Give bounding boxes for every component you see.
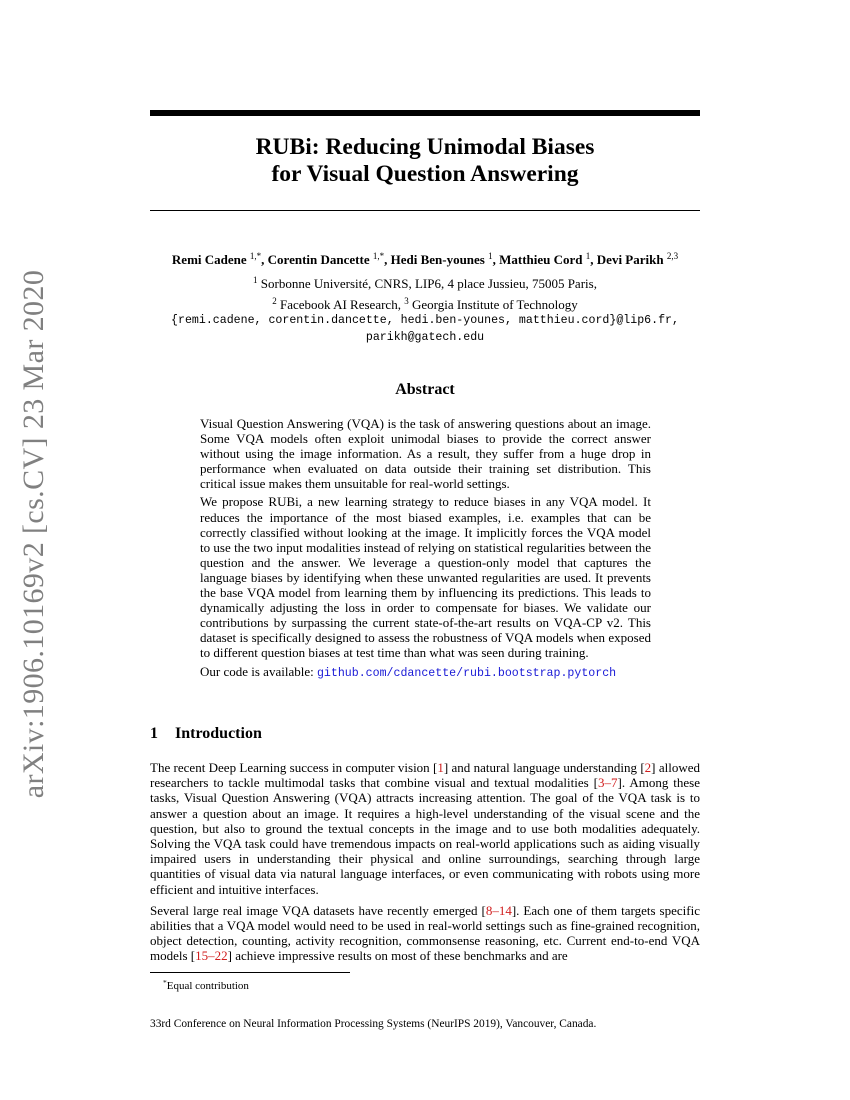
author-affiliation-mark: 2,3 — [666, 251, 679, 261]
paper-title — [150, 134, 700, 188]
citation-link[interactable]: 1 — [437, 760, 444, 775]
footnote-mark: * — [163, 978, 167, 987]
author-email-parikh: parikh@gatech.edu — [365, 330, 485, 344]
abstract-body — [200, 416, 651, 684]
abstract-paragraph-2: We propose RUBi, a new learning strategy to reduce biases in any VQA model. It reduces the importance of the most biased examples, i.e. examples that can be correctly classified without looking at the image. It implicitly forces the VQA model to use the two input modalities instead of relying on statistical regularities between the question and the answer. We leverage a question-only model that captures the language biases by identifying when these unwanted regularities are used. It prevents the base VQA model from learning them by influencing its predictions. This leads to dynamically adjusting the loss in order to compensate for biases. We validate our contributions by surpassing the current state-of-the-art results on VQA-CP v2. This dataset is specifically designed to assess the robustness of VQA models when exposed to different question biases at test time than what was seen during training. — [200, 494, 651, 661]
intro-paragraph-1: The recent Deep Learning success in computer vision [1] and natural language understanding [2] allowed researchers to tackle multimodal tasks that combine visual and textual modalities [3–7]. Among these tasks, Visual Question Answering (VQA) attracts increasing attention. The goal of the VQA task is to answer a question about an image. It requires a high-level understanding of the visual scene and the question, but also to ground the textual concepts in the image and to use both modalities adequately. Solving the VQA task could have tremendous impacts on real-world applications such as aiding visually impaired users in understanding their physical and online surroundings, searching through large quantities of visual data via natural language interfaces, or even communicating with robots using more efficient and intuitive interfaces. — [150, 760, 700, 897]
conference-venue-note: 33rd Conference on Neural Information Processing Systems (NeurIPS 2019), Vancouver, Canada. — [150, 1018, 597, 1030]
code-repository-link[interactable]: github.com/cdancette/rubi.bootstrap.pytorch — [316, 666, 617, 680]
introduction-body — [150, 760, 700, 970]
section-heading-introduction — [150, 724, 700, 744]
footnote-text: Equal contribution — [166, 980, 249, 992]
author-affiliation-mark: 1,* — [372, 251, 385, 261]
arxiv-identifier-stamp — [17, 269, 51, 799]
author-name: Corentin Dancette — [267, 252, 370, 267]
author-emails: {remi.cadene, corentin.dancette, hedi.ben-younes, matthieu.cord}@lip6.fr, — [171, 314, 679, 327]
author-affiliation-mark: 1 — [488, 251, 493, 261]
title-line-2: for Visual Question Answering — [271, 161, 579, 187]
author-name: Matthieu Cord — [499, 252, 583, 267]
citation-link[interactable]: 2 — [644, 760, 652, 775]
code-availability-label: Our code is available: — [200, 663, 314, 679]
footnote-equal-contribution — [163, 976, 249, 993]
affiliation-line-1: $^1$ Sorbonne Université, CNRS, LIP6, 4 place Jussieu, 75005 Paris, — [253, 275, 597, 291]
abstract-code-line — [200, 664, 651, 681]
arxiv-identifier-text: arXiv:1906.10169v2 [cs.CV] 23 Mar 2020 — [17, 269, 50, 799]
abstract-paragraph-1: Visual Question Answering (VQA) is the task of answering questions about an image. Some VQA models often exploit unimodal biases to provide the correct answer without using the image information. As a result, they suffer from a huge drop in performance when evaluated on data outside their training set distribution. This critical issue makes them unsuitable for real-world settings. — [200, 416, 651, 492]
author-name: Remi Cadene — [171, 252, 247, 267]
affiliation-line-2: $^2$ Facebook AI Research, $^3$ Georgia Institute of Technology — [272, 295, 578, 312]
author-affiliation-mark: 1 — [585, 251, 591, 261]
author-name: Devi Parikh — [596, 252, 664, 267]
title-bottom-rule — [150, 210, 700, 211]
citation-link[interactable]: 3–7 — [598, 775, 618, 791]
title-line-1: RUBi: Reducing Unimodal Biases — [255, 134, 595, 160]
section-title: Introduction — [175, 725, 262, 742]
intro-paragraph-2: Several large real image VQA datasets have recently emerged [8–14]. Each one of them targets specific abilities that a VQA model would need to be used in real-world settings such as fine-grained recognition, object detection, counting, activity recognition, commonsense reasoning, etc. Current end-to-end VQA models [15–22] achieve impressive results on most of these benchmarks and are — [150, 902, 700, 964]
footnote-rule — [150, 972, 350, 973]
title-top-rule — [150, 110, 700, 116]
author-list: Remi Cadene $^{1,*}$, Corentin Dancette $^{1,*}$, Hedi Ben-younes $^1$, Matthieu Cord $^1$, Devi Parikh $^{2,3}$ — [171, 251, 679, 267]
author-affiliation-mark: 1,* — [249, 251, 262, 261]
citation-link[interactable]: 15–22 — [195, 948, 228, 964]
author-name: Hedi Ben-younes — [390, 252, 485, 267]
affiliations — [150, 272, 700, 346]
abstract-heading: Abstract — [395, 381, 455, 398]
citation-link[interactable]: 8–14 — [485, 902, 512, 918]
section-number: 1 — [150, 725, 158, 742]
